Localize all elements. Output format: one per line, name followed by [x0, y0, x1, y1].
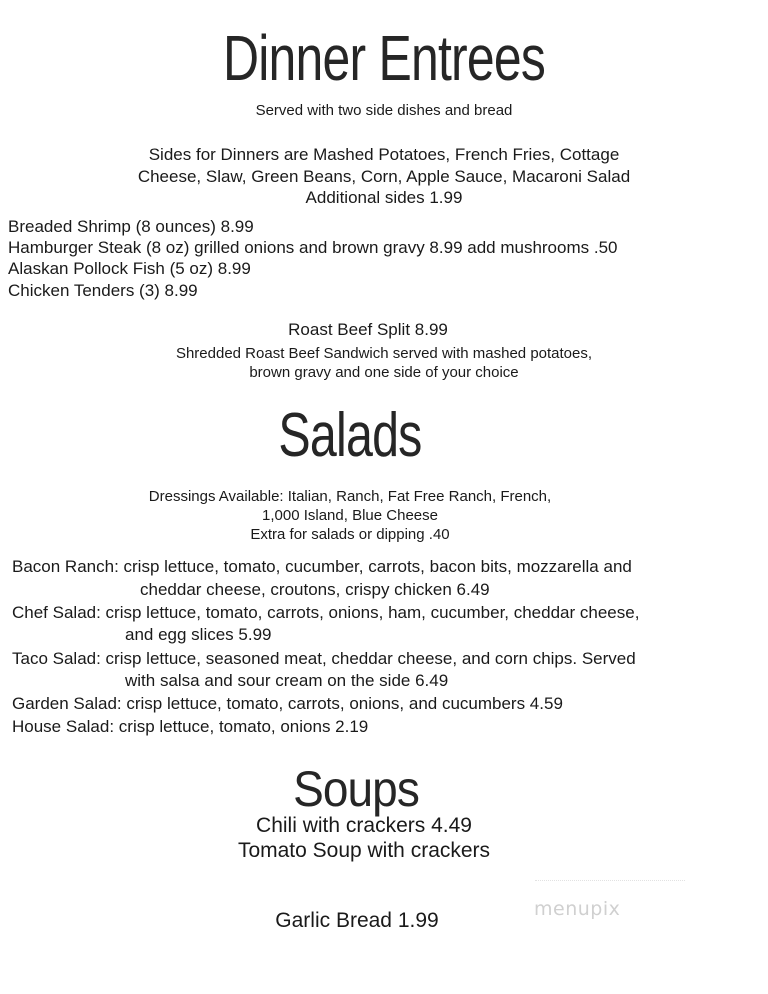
dinner-subtitle: Served with two side dishes and bread: [255, 102, 513, 119]
dressings-line-2: 1,000 Island, Blue Cheese: [262, 507, 438, 524]
sides-line-3: Additional sides 1.99: [305, 188, 463, 207]
menupix-watermark: menupix: [534, 898, 621, 920]
roast-beef-desc-2: brown gravy and one side of your choice: [249, 364, 519, 381]
salad-chef-line-2: and egg slices 5.99: [125, 625, 272, 644]
salad-bacon-ranch-line-2: cheddar cheese, croutons, crispy chicken 6.49: [140, 580, 490, 599]
salad-bacon-ranch-line-1: Bacon Ranch: crisp lettuce, tomato, cucumber, carrots, bacon bits, mozzarella and: [12, 557, 632, 576]
dinner-item-breaded-shrimp: Breaded Shrimp (8 ounces) 8.99: [8, 217, 254, 236]
dinner-item-hamburger-steak: Hamburger Steak (8 oz) grilled onions and brown gravy 8.99 add mushrooms .50: [8, 238, 618, 257]
watermark-dots: [535, 880, 685, 887]
salad-chef-line-1: Chef Salad: crisp lettuce, tomato, carrots, onions, ham, cucumber, cheddar cheese,: [12, 603, 640, 622]
dinner-item-pollock-fish: Alaskan Pollock Fish (5 oz) 8.99: [8, 259, 251, 278]
salad-garden: Garden Salad: crisp lettuce, tomato, carrots, onions, and cucumbers 4.59: [12, 694, 563, 713]
salad-house: House Salad: crisp lettuce, tomato, onions 2.19: [12, 717, 369, 736]
dressings-line-3: Extra for salads or dipping .40: [250, 526, 450, 543]
dinner-item-chicken-tenders: Chicken Tenders (3) 8.99: [8, 281, 198, 300]
soup-tomato: Tomato Soup with crackers: [237, 839, 491, 862]
salads-heading: Salads: [278, 401, 422, 470]
sides-line-2: Cheese, Slaw, Green Beans, Corn, Apple Sauce, Macaroni Salad: [137, 167, 631, 186]
soup-chili: Chili with crackers 4.49: [256, 814, 472, 837]
soups-heading: Soups: [293, 761, 419, 817]
sides-line-1: Sides for Dinners are Mashed Potatoes, French Fries, Cottage: [148, 145, 620, 164]
roast-beef-split-title: Roast Beef Split 8.99: [288, 320, 448, 339]
dressings-line-1: Dressings Available: Italian, Ranch, Fat Free Ranch, French,: [148, 488, 552, 505]
salad-taco-line-1: Taco Salad: crisp lettuce, seasoned meat, cheddar cheese, and corn chips. Served: [12, 649, 636, 668]
salad-taco-line-2: with salsa and sour cream on the side 6.49: [125, 671, 449, 690]
roast-beef-desc-1: Shredded Roast Beef Sandwich served with mashed potatoes,: [175, 345, 593, 362]
dinner-entrees-heading: Dinner Entrees: [222, 22, 546, 94]
garlic-bread: Garlic Bread 1.99: [275, 909, 439, 932]
